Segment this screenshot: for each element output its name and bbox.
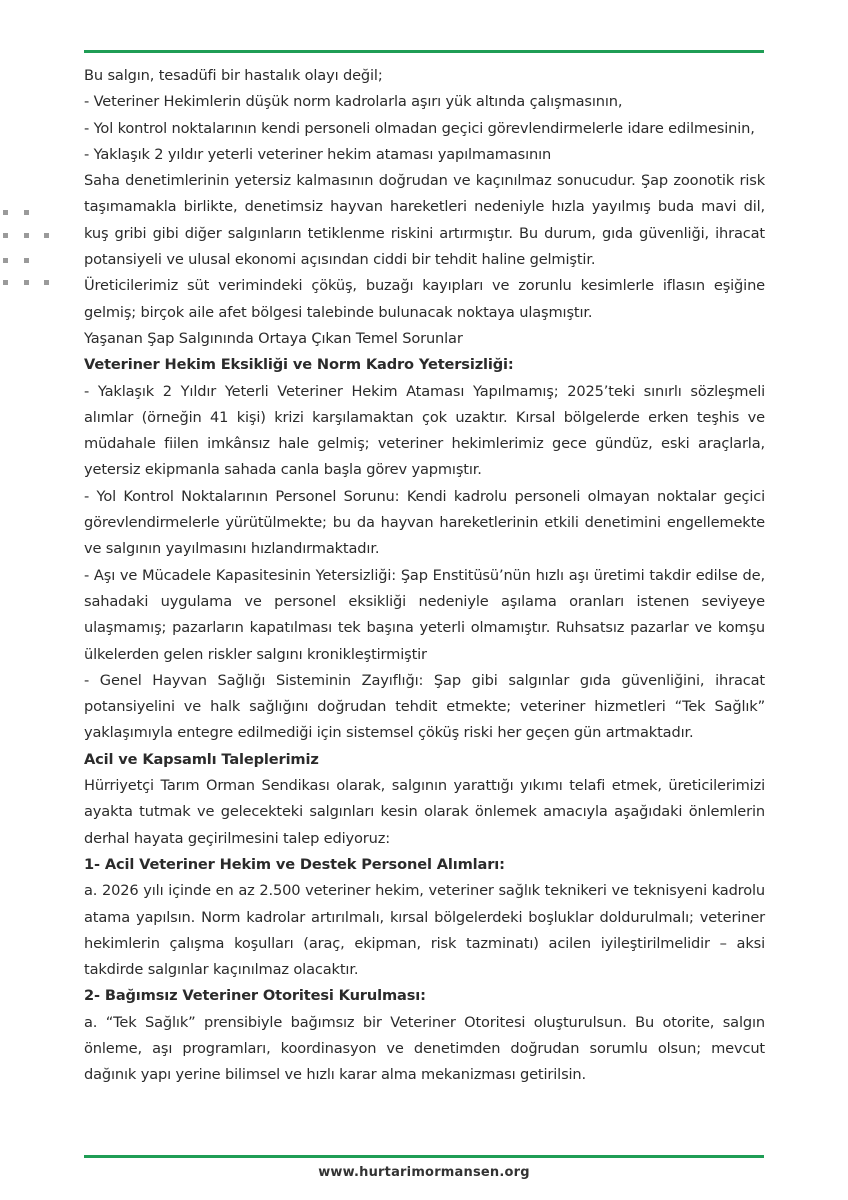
- problem-appointments: - Yaklaşık 2 Yıldır Yeterli Veteriner Hekim Ataması Yapılmamış; 2025’teki sınırlı sözleşmeli alımlar (örneğin 41 kişi) krizi karşılamaktan çok uzaktır. Kırsal bölgelerde erken teşhis ve müdahale fiilen imkânsız hale gelmiş; veteriner hekimlerimiz gece gündüz, eski araçlarla, yetersiz ekipmanla sahada canla başla görev yapmıştır.: [84, 382, 765, 479]
- bullet-road-checkpoints: - Yol kontrol noktalarının kendi personeli olmadan geçici görevlendirmelerle idare edilmesinin,: [84, 119, 755, 137]
- bullet-low-norm-staff: - Veteriner Hekimlerin düşük norm kadrolarla aşırı yük altında çalışmasının,: [84, 93, 623, 111]
- demand-2a: a. “Tek Sağlık” prensibiyle bağımsız bir Veteriner Otoritesi oluşturulsun. Bu otorite, salgın önleme, aşı programları, koordinasyon ve denetimden doğrudan sorumlu olsun; mevcut dağınık yapı yerine bilimsel ve hızlı karar alma mekanizması getirilsin.: [84, 1013, 765, 1084]
- heading-demand-2: 2- Bağımsız Veteriner Otoritesi Kurulması:: [84, 987, 426, 1005]
- dot-icon: [24, 258, 29, 263]
- decorative-dot-pattern: [0, 205, 60, 295]
- document-body: [84, 63, 765, 1089]
- paragraph-union-statement: Hürriyetçi Tarım Orman Sendikası olarak, salgının yarattığı yıkımı telafi etmek, üreticilerimizi ayakta tutmak ve gelecekteki salgınları kesin olarak önlemek amacıyla aşağıdaki önlemlerin derhal hayata geçirilmesini talep ediyoruz:: [84, 777, 765, 847]
- heading-vet-shortage: Veteriner Hekim Eksikliği ve Norm Kadro Yetersizliği:: [84, 356, 514, 374]
- dot-icon: [44, 280, 49, 285]
- dot-icon: [44, 233, 49, 238]
- problem-animal-health-system: - Genel Hayvan Sağlığı Sisteminin Zayıflığı: Şap gibi salgınlar gıda güvenliğini, ihracat potansiyelini ve halk sağlığını doğrudan tehdit etmekte; veteriner hizmetleri “Tek Sağlık” yaklaşımıyla entegre edilmediği için sistemsel çöküş riski her geçen gün artmaktadır.: [84, 671, 765, 742]
- bottom-divider: [84, 1155, 764, 1158]
- top-divider: [84, 50, 764, 53]
- dot-icon: [3, 233, 8, 238]
- dot-icon: [3, 258, 8, 263]
- dot-icon: [24, 210, 29, 215]
- intro-sentence: Bu salgın, tesadüfi bir hastalık olayı değil;: [84, 67, 383, 84]
- problem-checkpoint-staff: - Yol Kontrol Noktalarının Personel Sorunu: Kendi kadrolu personeli olmayan noktalar geçici görevlendirmelerle yürütülmekte; bu da hayvan hareketlerinin etkili denetimini engellemekte ve salgının yayılmasını hızlandırmaktadır.: [84, 487, 765, 558]
- heading-demand-1: 1- Acil Veteriner Hekim ve Destek Personel Alımları:: [84, 855, 505, 873]
- bullet-no-appointments: - Yaklaşık 2 yıldır yeterli veteriner hekim ataması yapılmamasının: [84, 145, 552, 163]
- footer-website-link[interactable]: www.hurtarimormansen.org: [318, 1165, 530, 1180]
- dot-icon: [3, 280, 8, 285]
- paragraph-producers: Üreticilerimiz süt verimindeki çöküş, buzağı kayıpları ve zorunlu kesimlerle iflasın eşiğine gelmiş; birçok aile afet bölgesi talebinde bulunacak noktaya ulaşmıştır.: [84, 277, 765, 321]
- dot-icon: [24, 233, 29, 238]
- section-intro-problems: Yaşanan Şap Salgınında Ortaya Çıkan Temel Sorunlar: [84, 329, 463, 347]
- problem-vaccine-capacity: - Aşı ve Mücadele Kapasitesinin Yetersizliği: Şap Enstitüsü’nün hızlı aşı üretimi takdir edilse de, sahadaki uygulama ve personel eksikliği nedeniyle aşılama oranları istenen seviyeye ulaşmamış; pazarların kapatılması tek başına yeterli olmamıştır. Ruhsatsız pazarlar ve komşu ülkelerden gelen riskler salgını kronikleştirmiştir: [84, 566, 765, 663]
- demand-1a: a. 2026 yılı içinde en az 2.500 veteriner hekim, veteriner sağlık teknikeri ve teknisyeni kadrolu atama yapılsın. Norm kadrolar artırılmalı, kırsal bölgelerdeki boşluklar doldurulmalı; veteriner hekimlerin çalışma koşulları (araç, ekipman, risk tazminatı) acilen iyileştirilmelidir – aksi takdirde salgınlar kaçınılmaz olacaktır.: [84, 882, 765, 979]
- paragraph-consequence: Saha denetimlerinin yetersiz kalmasının doğrudan ve kaçınılmaz sonucudur. Şap zoonotik risk taşımamakla birlikte, denetimsiz hayvan hareketleri nedeniyle hızla yayılmış buda mavi dil, kuş gribi gibi diğer salgınların tetiklenme riskini artırmıştır. Bu durum, gıda güvenliği, ihracat potansiyeli ve ulusal ekonomi açısından ciddi bir tehdit haline gelmiştir.: [84, 172, 765, 269]
- dot-icon: [24, 280, 29, 285]
- dot-icon: [3, 210, 8, 215]
- heading-demands: Acil ve Kapsamlı Taleplerimiz: [84, 750, 319, 768]
